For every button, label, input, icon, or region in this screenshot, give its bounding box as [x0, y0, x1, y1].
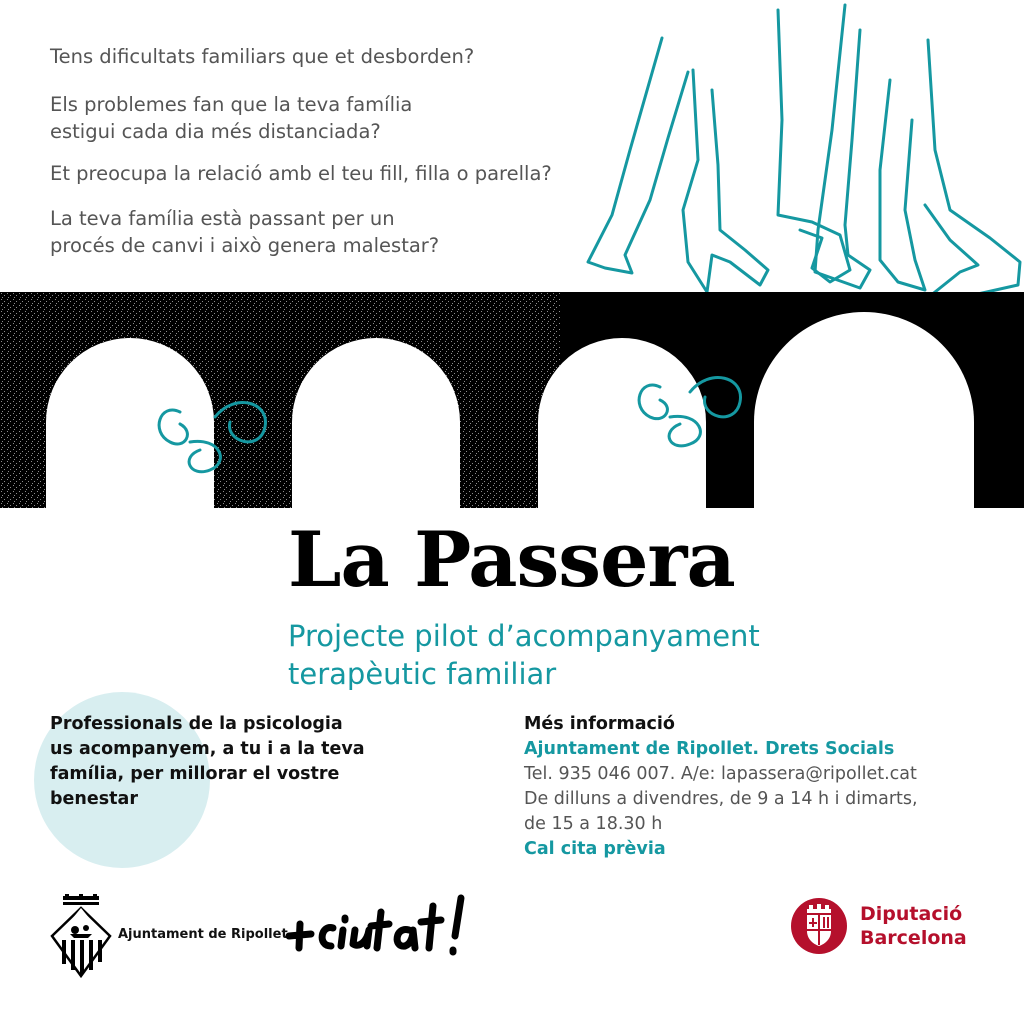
info-contact[interactable]: Tel. 935 046 007. A/e: lapassera@ripollet.cat [524, 764, 917, 784]
info-hours-1: De dilluns a divendres, de 9 a 14 h i dimarts, [524, 789, 918, 809]
info-hours-2: de 15 a 18.30 h [524, 814, 663, 834]
info-appointment: Cal cita prèvia [524, 839, 666, 859]
question-2: Els problemes fan que la teva família estigui cada dia més distanciada? [50, 93, 413, 143]
page-subtitle: Projecte pilot d’acompanyament terapèutic familiar [288, 619, 760, 691]
info-heading: Més informació [524, 714, 675, 734]
info-block [524, 712, 918, 862]
walking-legs-illustration [575, 0, 1024, 300]
question-1: Tens dificultats familiars que et desborden? [50, 45, 475, 68]
bridge-illustration [0, 292, 1024, 508]
question-3: Et preocupa la relació amb el teu fill, filla o parella? [50, 162, 552, 185]
info-org: Ajuntament de Ripollet. Drets Socials [524, 739, 895, 759]
ciutat-logo [285, 890, 475, 960]
question-4: La teva família està passant per un procés de canvi i això genera malestar? [50, 207, 440, 257]
diputacio-label: Diputació Barcelona [860, 903, 967, 949]
professionals-text: Professionals de la psicologia us acompanyem, a tu i a la teva família, per millorar el vostre benestar [50, 714, 365, 809]
ripollet-label: Ajuntament de Ripollet [118, 927, 288, 942]
diputacio-crest-logo [790, 897, 848, 955]
ripollet-crest-logo [50, 894, 112, 978]
page-title: La Passera [288, 515, 735, 604]
